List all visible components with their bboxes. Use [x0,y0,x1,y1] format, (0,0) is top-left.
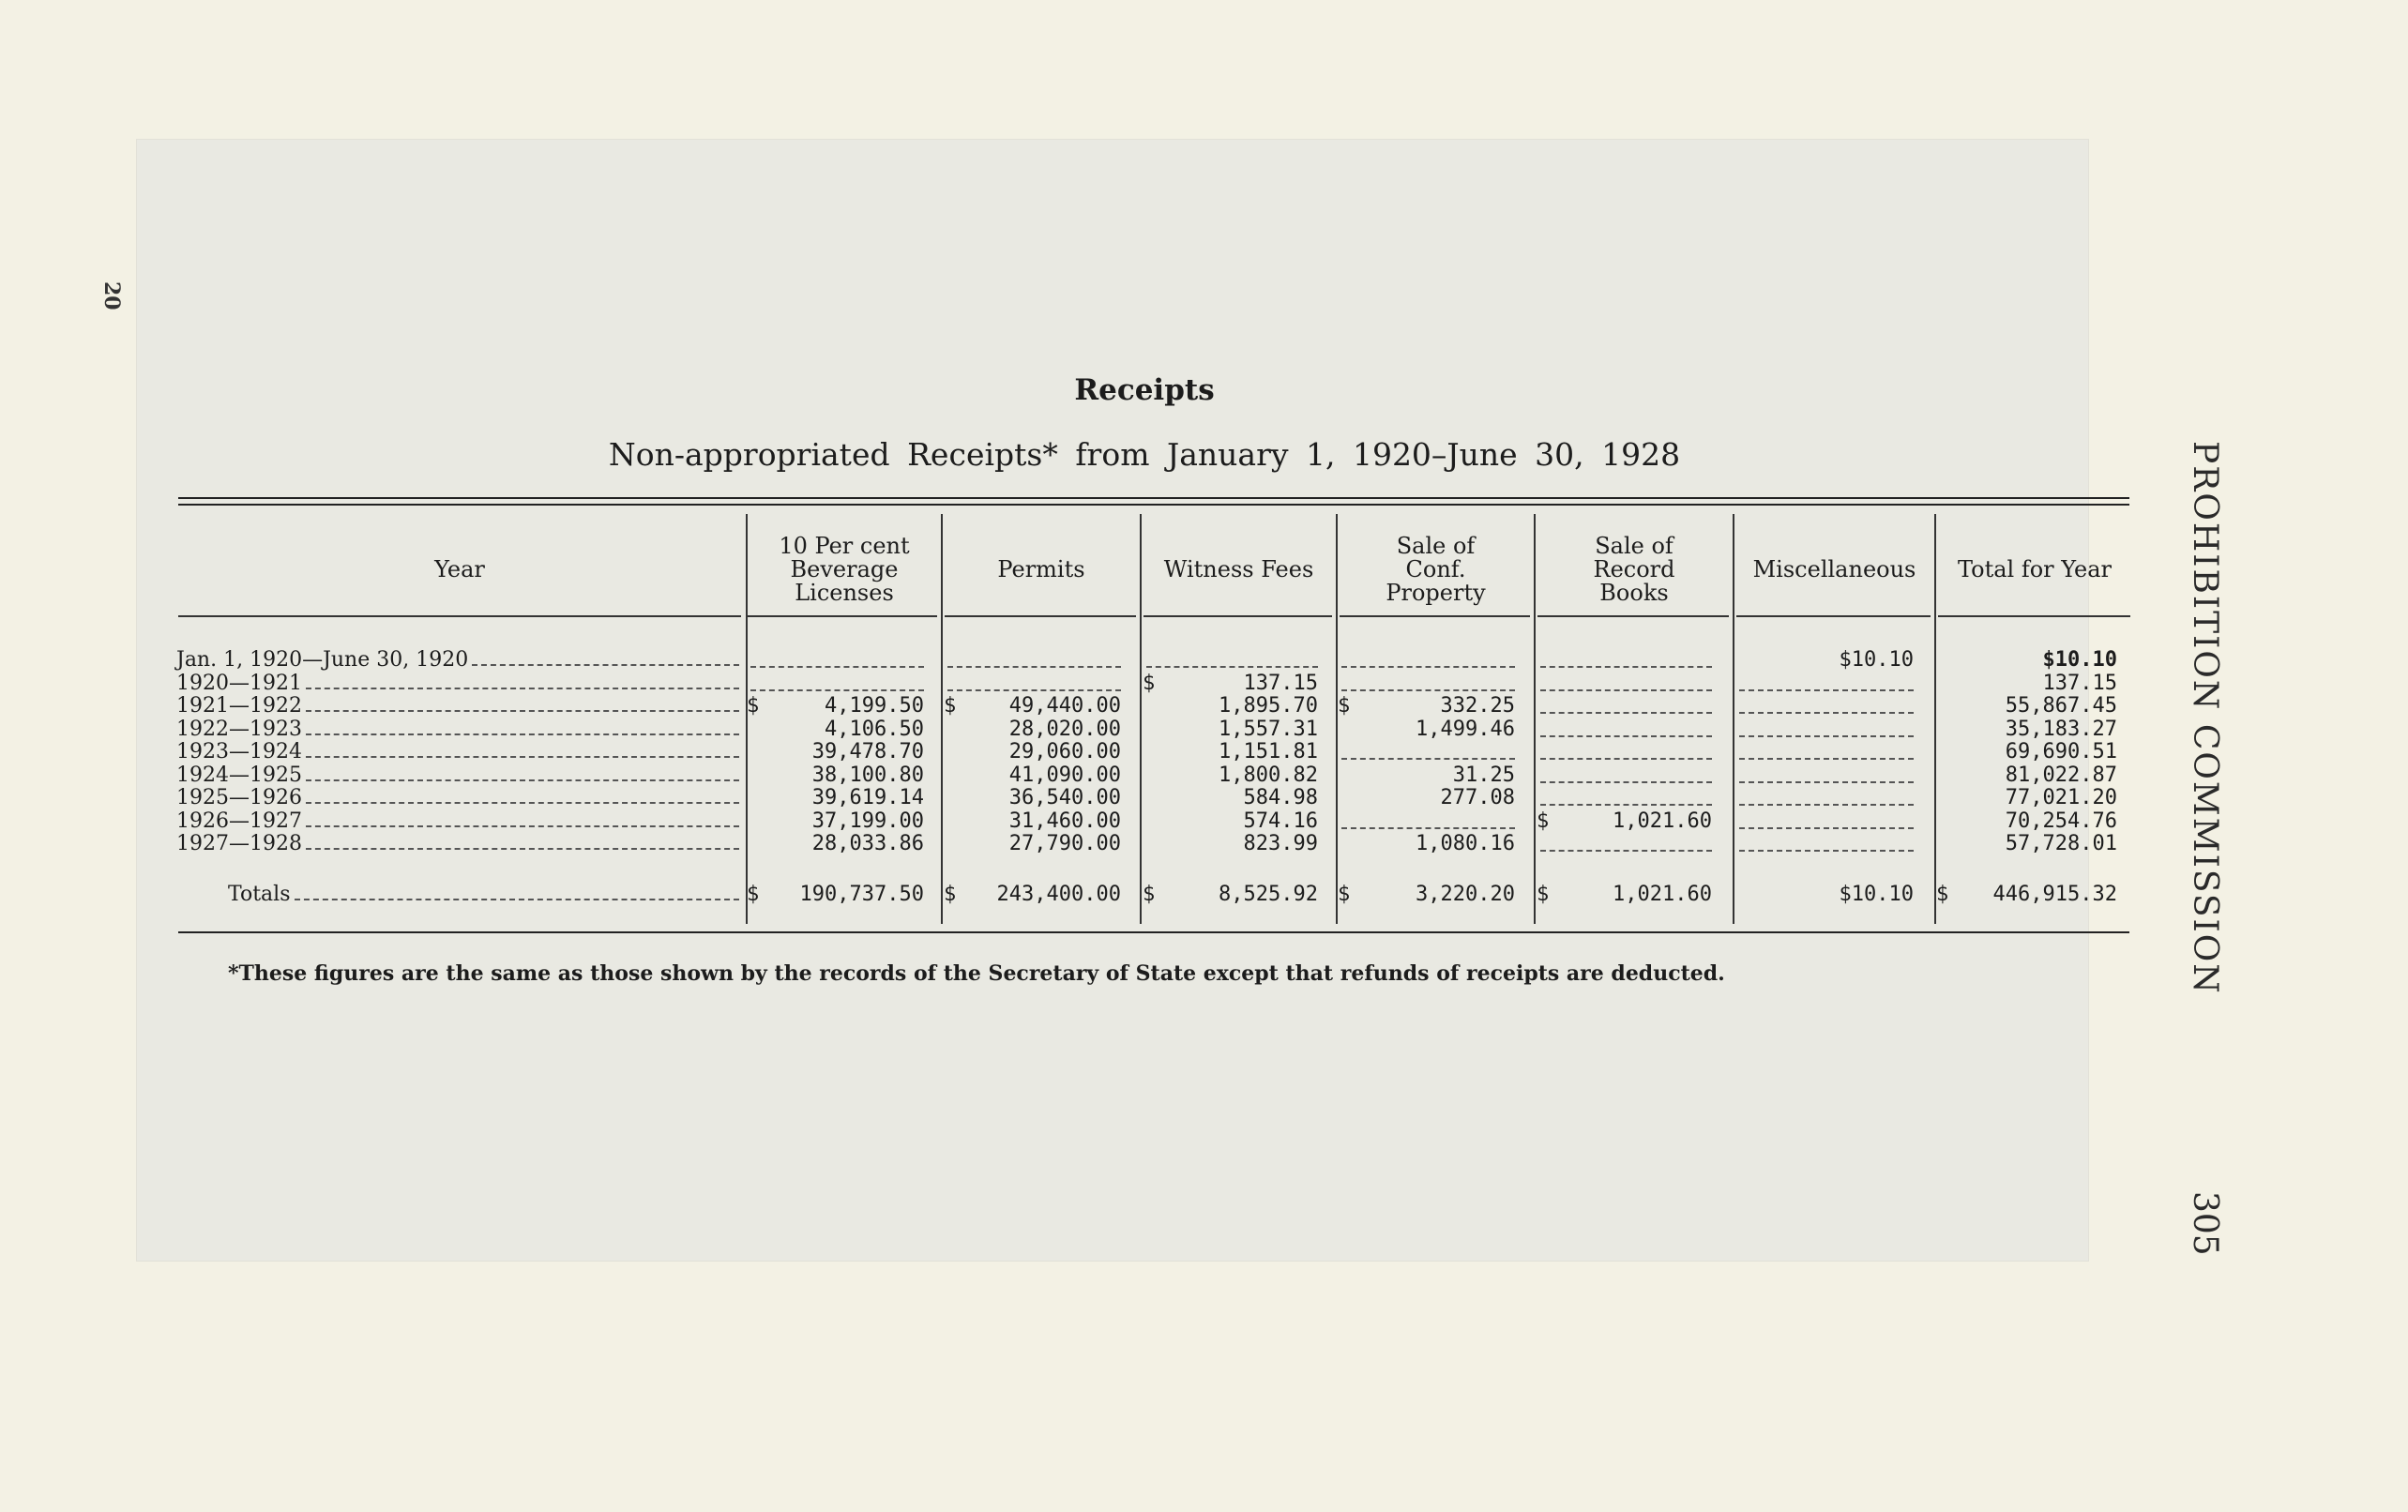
bottom-rule [178,931,2129,933]
top-rule-second [178,504,2129,506]
footnote: *These figures are the same as those shown by the records of the Secretary of State except that refunds of receipts are deducted. [228,961,1725,986]
year-cell: 1924—1925 [176,764,739,787]
year-cell: 1926—1927 [176,810,739,833]
permits-cell: 49,440.00 [1008,694,1121,718]
empty-cell-leader [1739,850,1914,852]
permits-cell: 29,060.00 [1008,740,1121,764]
table-subtitle: Non-appropriated Receipts* from January 1, 1920–June 30, 1928 [608,436,1681,473]
empty-cell-leader [1540,804,1712,806]
permits-cell: 27,790.00 [1008,832,1121,855]
dollar-sign: $ [1143,883,1156,906]
empty-cell-leader [947,666,1121,668]
year-cell: 1927—1928 [176,833,739,855]
empty-cell-leader [947,689,1121,691]
empty-cell-leader [1739,712,1914,714]
header-conf-property: Sale of Conf. Property [1386,533,1486,606]
dollar-sign: $ [747,883,760,906]
dollar-sign: $ [1537,809,1550,833]
dollar-sign: $ [1338,694,1351,718]
total-cell: $10.10 [2042,648,2117,672]
licenses-cell: 39,619.14 [811,786,924,809]
header-underline [945,615,1136,617]
total-total-cell: 446,915.32 [1992,883,2117,906]
licenses-cell: 37,199.00 [811,809,924,833]
empty-cell-leader [750,689,924,691]
year-cell: 1925—1926 [176,787,739,809]
header-underline [1340,615,1530,617]
empty-cell-leader [1739,827,1914,829]
empty-cell-leader [1739,689,1914,691]
empty-cell-leader [1739,735,1914,737]
year-cell: 1921—1922 [176,695,739,718]
empty-cell-leader [1540,758,1712,760]
conf-cell: 31.25 [1452,763,1515,787]
total-conf-cell: 3,220.20 [1416,883,1515,906]
empty-cell-leader [1341,758,1515,760]
year-cell: 1920—1921 [176,673,739,695]
total-cell: 35,183.27 [2005,717,2117,741]
empty-cell-leader [1146,666,1318,668]
misc-cell: $10.10 [1839,648,1914,672]
empty-cell-leader [750,666,924,668]
header-underline [1537,615,1729,617]
empty-cell-leader [1739,804,1914,806]
conf-cell: 1,499.46 [1416,717,1515,741]
total-record-cell: 1,021.60 [1613,883,1712,906]
conf-cell: 332.25 [1440,694,1515,718]
licenses-cell: 4,106.50 [825,717,924,741]
year-cell: 1922—1923 [176,718,739,741]
dollar-sign: $ [1537,883,1550,906]
dollar-sign: $ [1338,883,1351,906]
header-underline [748,615,937,617]
header-year: Year [434,556,485,582]
empty-cell-leader [1341,666,1515,668]
total-cell: 81,022.87 [2005,763,2117,787]
empty-cell-leader [1739,758,1914,760]
permits-cell: 28,020.00 [1008,717,1121,741]
dollar-sign: $ [747,694,760,718]
header-witness-fees: Witness Fees [1163,556,1314,582]
header-record-books: Sale of Record Books [1593,533,1675,606]
empty-cell-leader [1540,712,1712,714]
total-cell: 55,867.45 [2005,694,2117,718]
header-total-for-year: Total for Year [1957,556,2113,582]
header-licenses: 10 Per cent Beverage Licenses [779,533,910,606]
page-number: 305 [2186,1191,2224,1256]
record-cell: 1,021.60 [1613,809,1712,833]
licenses-cell: 4,199.50 [825,694,924,718]
total-cell: 69,690.51 [2005,740,2117,764]
header-miscellaneous: Miscellaneous [1752,556,1916,582]
permits-cell: 41,090.00 [1008,763,1121,787]
header-underline [178,615,741,617]
total-licenses-cell: 190,737.50 [799,883,924,906]
empty-cell-leader [1540,735,1712,737]
witness-cell: 823.99 [1243,832,1318,855]
licenses-cell: 38,100.80 [811,763,924,787]
conf-cell: 277.08 [1440,786,1515,809]
header-underline [1143,615,1332,617]
year-cell: 1923—1924 [176,741,739,764]
empty-cell-leader [1540,666,1712,668]
witness-cell: 137.15 [1243,671,1318,695]
table-title: Receipts [1074,373,1215,407]
header-underline [1938,615,2130,617]
witness-cell: 1,800.82 [1219,763,1318,787]
total-misc-cell: $10.10 [1839,883,1914,906]
dollar-sign: $ [944,694,957,718]
header-permits: Permits [997,556,1085,582]
year-cell: Jan. 1, 1920—June 30, 1920 [176,649,739,672]
witness-cell: 574.16 [1243,809,1318,833]
total-cell: 77,021.20 [2005,786,2117,809]
running-head: PROHIBITION COMMISSION [2186,441,2224,995]
witness-cell: 1,895.70 [1219,694,1318,718]
licenses-cell: 28,033.86 [811,832,924,855]
empty-cell-leader [1540,689,1712,691]
total-cell: 57,728.01 [2005,832,2117,855]
top-rule [178,497,2129,499]
total-witness-cell: 8,525.92 [1219,883,1318,906]
total-cell: 137.15 [2042,671,2117,695]
total-cell: 70,254.76 [2005,809,2117,833]
witness-cell: 584.98 [1243,786,1318,809]
permits-cell: 36,540.00 [1008,786,1121,809]
empty-cell-leader [1341,827,1515,829]
empty-cell-leader [1540,781,1712,783]
dollar-sign: $ [944,883,957,906]
empty-cell-leader [1739,781,1914,783]
witness-cell: 1,151.81 [1219,740,1318,764]
total-permits-cell: 243,400.00 [996,883,1121,906]
dollar-sign: $ [1936,883,1949,906]
conf-cell: 1,080.16 [1416,832,1515,855]
header-underline [1736,615,1931,617]
side-mark: 20 [99,281,124,310]
dollar-sign: $ [1143,671,1156,695]
totals-label: Totals [228,884,739,906]
licenses-cell: 39,478.70 [811,740,924,764]
empty-cell-leader [1341,689,1515,691]
witness-cell: 1,557.31 [1219,717,1318,741]
empty-cell-leader [1540,850,1712,852]
permits-cell: 31,460.00 [1008,809,1121,833]
